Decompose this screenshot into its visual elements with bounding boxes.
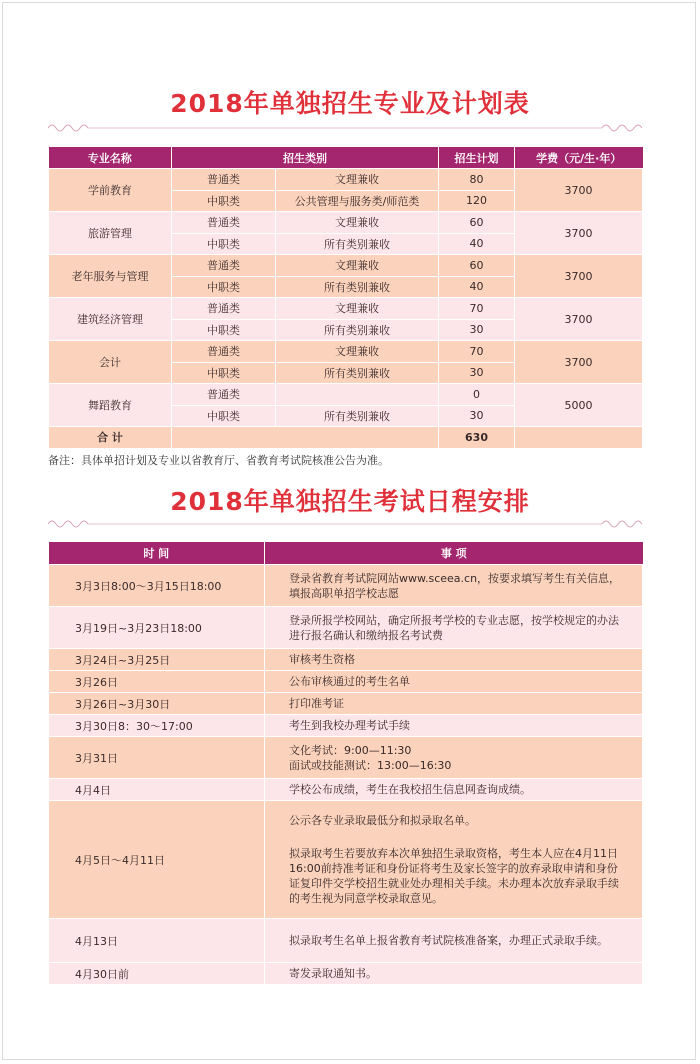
plan-count: 40 [439, 276, 515, 298]
table-row [49, 169, 643, 191]
table-row [49, 565, 643, 607]
schedule-item: 打印准考证 [265, 693, 643, 715]
enroll-scope: 所有类别兼收 [276, 319, 439, 341]
table-row [49, 737, 643, 779]
total-value: 630 [439, 427, 515, 449]
table-row [49, 384, 643, 406]
schedule-item: 登录省教育考试院网站www.sceea.cn，按要求填写考生有关信息，填报高职单招学校志愿 [265, 565, 643, 607]
enroll-type: 普通类 [172, 212, 276, 234]
plan-count: 30 [439, 362, 515, 384]
enroll-type: 普通类 [172, 384, 276, 406]
plan-count: 40 [439, 233, 515, 255]
enroll-scope: 所有类别兼收 [276, 233, 439, 255]
schedule-item: 考生到我校办理考试手续 [265, 715, 643, 737]
schedule-time: 3月26日~3月30日 [49, 693, 265, 715]
major-name: 会计 [49, 341, 172, 384]
plan-header-row [49, 147, 643, 169]
schedule-time: 4月13日 [49, 919, 265, 963]
table-row [49, 607, 643, 649]
schedule-item: 登录所报学校网站，确定所报考学校的专业志愿，按学校规定的办法进行报名确认和缴纳报名考试费 [265, 607, 643, 649]
schedule-item-line: 拟录取考生若要放弃本次单独招生录取资格，考生本人应在4月11日16:00前持准考证和身份证将考生及家长签字的放弃录取申请和身份证复印件交学校招生就业处办理相关手续。未办理本次放弃录取手续的考生视为同意学校录取意见。 [289, 847, 619, 905]
tuition-fee: 3700 [515, 169, 643, 212]
plan-count: 70 [439, 298, 515, 320]
schedule-item-line: 文化考试：9:00—11:30 [289, 743, 412, 757]
schedule-item: 拟录取考生名单上报省教育考试院核准备案，办理正式录取手续。 [265, 919, 643, 963]
enroll-scope: 所有类别兼收 [276, 362, 439, 384]
plan-count: 0 [439, 384, 515, 406]
tuition-fee: 3700 [515, 255, 643, 298]
schedule-time: 4月4日 [49, 779, 265, 801]
plan-count: 60 [439, 212, 515, 234]
enroll-scope: 文理兼收 [276, 341, 439, 363]
table-row [49, 298, 643, 320]
schedule-item: 审核考生资格 [265, 649, 643, 671]
enroll-type: 中职类 [172, 319, 276, 341]
schedule-time: 3月3日8:00～3月15日18:00 [49, 565, 265, 607]
schedule-time: 3月31日 [49, 737, 265, 779]
header-time: 时 间 [49, 542, 265, 565]
schedule-table [48, 542, 643, 985]
total-row [49, 427, 643, 449]
major-name: 建筑经济管理 [49, 298, 172, 341]
header-major: 专业名称 [49, 147, 172, 169]
schedule-item [265, 737, 643, 779]
schedule-item-line: 面试或技能测试：13:00—16:30 [289, 758, 452, 772]
schedule-title: 2018年单独招生考试日程安排 [170, 487, 530, 516]
enroll-scope: 所有类别兼收 [276, 405, 439, 427]
total-label: 合 计 [49, 427, 172, 449]
plan-count: 30 [439, 319, 515, 341]
schedule-item [265, 801, 643, 919]
major-name: 旅游管理 [49, 212, 172, 255]
wave-divider-2 [48, 518, 642, 528]
table-row [49, 779, 643, 801]
schedule-item-line: 公示各专业录取最低分和拟录取名单。 [289, 814, 476, 827]
table-row [49, 715, 643, 737]
schedule-item: 学校公布成绩，考生在我校招生信息网查询成绩。 [265, 779, 643, 801]
table-row [49, 919, 643, 963]
enroll-scope: 公共管理与服务类/师范类 [276, 190, 439, 212]
schedule-time: 3月24日~3月25日 [49, 649, 265, 671]
plan-count: 70 [439, 341, 515, 363]
enroll-type: 中职类 [172, 362, 276, 384]
schedule-time: 3月30日8：30～17:00 [49, 715, 265, 737]
enroll-type: 普通类 [172, 255, 276, 277]
schedule-item: 寄发录取通知书。 [265, 963, 643, 985]
plan-note: 备注：具体单招计划及专业以省教育厅、省教育考试院核准公告为准。 [48, 454, 389, 467]
table-row [49, 212, 643, 234]
major-name: 舞蹈教育 [49, 384, 172, 427]
enroll-scope: 文理兼收 [276, 212, 439, 234]
schedule-time: 3月26日 [49, 671, 265, 693]
tuition-fee: 5000 [515, 384, 643, 427]
schedule-header-row [49, 542, 643, 565]
wave-divider-1 [48, 122, 642, 132]
header-plan: 招生计划 [439, 147, 515, 169]
enroll-scope: 文理兼收 [276, 169, 439, 191]
table-row [49, 671, 643, 693]
header-category: 招生类别 [172, 147, 439, 169]
enroll-type: 普通类 [172, 341, 276, 363]
tuition-fee: 3700 [515, 212, 643, 255]
table-row [49, 341, 643, 363]
total-fee-empty [515, 427, 643, 449]
table-row [49, 963, 643, 985]
enroll-type: 普通类 [172, 298, 276, 320]
header-item: 事 项 [265, 542, 643, 565]
tuition-fee: 3700 [515, 298, 643, 341]
plan-count: 80 [439, 169, 515, 191]
major-name: 老年服务与管理 [49, 255, 172, 298]
enroll-type: 中职类 [172, 405, 276, 427]
enroll-type: 普通类 [172, 169, 276, 191]
plan-table [48, 147, 643, 449]
plan-count: 60 [439, 255, 515, 277]
enroll-scope: 文理兼收 [276, 298, 439, 320]
total-spacer [172, 427, 439, 449]
table-row [49, 801, 643, 919]
table-row [49, 693, 643, 715]
enroll-type: 中职类 [172, 190, 276, 212]
tuition-fee: 3700 [515, 341, 643, 384]
plan-count: 120 [439, 190, 515, 212]
line-gap [289, 828, 624, 846]
header-fee: 学费（元/生·年） [515, 147, 643, 169]
enroll-type: 中职类 [172, 276, 276, 298]
table-row [49, 649, 643, 671]
major-name: 学前教育 [49, 169, 172, 212]
enroll-scope: 所有类别兼收 [276, 276, 439, 298]
schedule-item: 公布审核通过的考生名单 [265, 671, 643, 693]
enroll-scope [276, 384, 439, 406]
enroll-type: 中职类 [172, 233, 276, 255]
schedule-time: 4月5日～4月11日 [49, 801, 265, 919]
enroll-scope: 文理兼收 [276, 255, 439, 277]
plan-title: 2018年单独招生专业及计划表 [170, 89, 530, 118]
plan-count: 30 [439, 405, 515, 427]
schedule-time: 3月19日~3月23日18:00 [49, 607, 265, 649]
table-row [49, 255, 643, 277]
schedule-time: 4月30日前 [49, 963, 265, 985]
